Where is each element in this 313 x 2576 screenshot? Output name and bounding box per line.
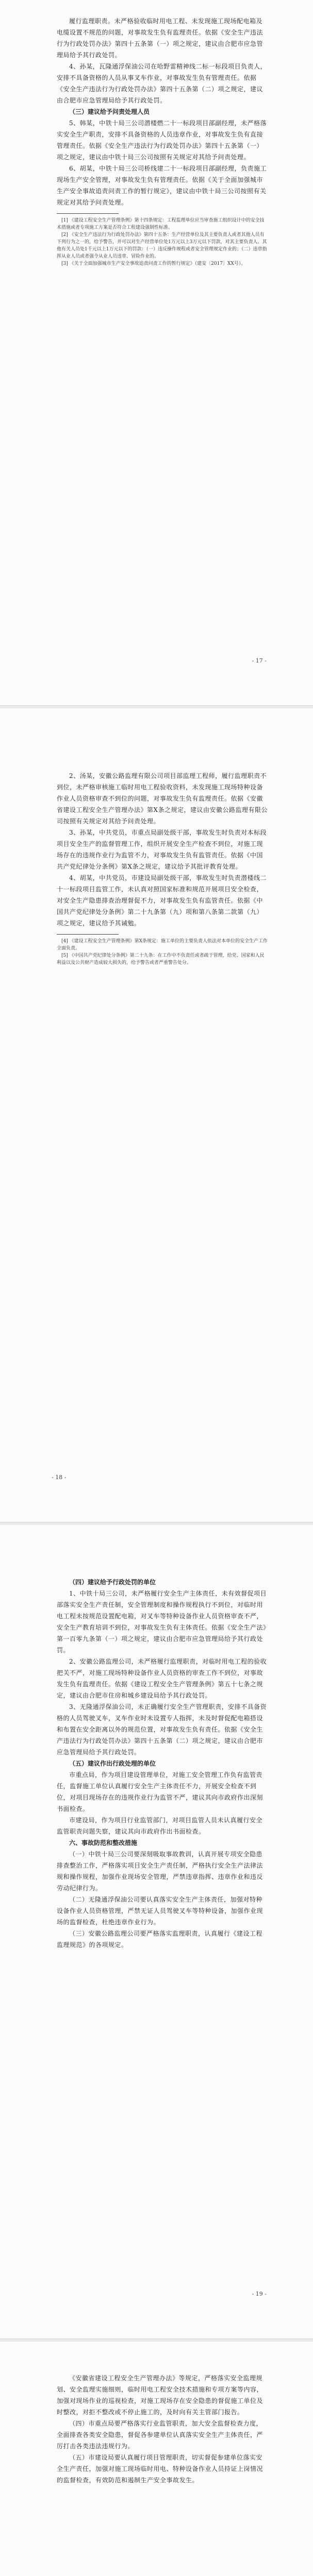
- page-number: - 17 -: [252, 657, 267, 664]
- paragraph: （一）中铁十局三公司要深刻吸取事故教训，认真开展专项安全隐患排查整治工作，严格落实项目安全生产责任制，严格执行安全生产法律法规和操作规程，加强作业现场安全管理，严禁违章指挥、违章作业和违反劳动纪律行为。: [57, 1851, 263, 1892]
- footnote-divider: [57, 213, 119, 214]
- page-number: - 18 -: [52, 1474, 67, 1481]
- document-page-17: [0, 0, 313, 706]
- page-body: [57, 2372, 268, 2486]
- paragraph: 1、中铁十局三公司，未严格履行安全生产主体责任，未有效督促项目部落实安全生产责任制，安全管理制度和操作规程执行不到位，对临时用电工程未按规范设置配电箱，对叉车等特种设备作业人员资格审查不严，安全生产教育培训不到位，对事故发生负有主体责任。依据《安全生产法》第一百零九条第（一）项之规定，建议由合肥市应急管理局给予其行政处罚。: [57, 1590, 267, 1654]
- paragraph: （三）安徽公路监理公司要严格落实监理职责，认真履行《建设工程监理规范》的各项规定。: [57, 1930, 263, 1948]
- paragraph: 《安徽省建设工程安全生产管理办法》等规定，严格落实安全监理规划、安全监理实施细则，临时用电工程安全技术措施和专项方案等内容，加强对现场作业的巡视检查，对施工现场存在安全隐患的督促施工单位及时整改，对拒不整改或不停止施工的，及时向有关主管部门报告。: [57, 2375, 263, 2416]
- paragraph: （四）市重点局要严格落实行业监管职责，加大安全监督检查力度，全面排查各类安全隐患，督促各参建单位认真落实安全生产主体责任，严厉打击各类违法违规行为。: [57, 2420, 263, 2450]
- section-heading: （三）建议给予问责处理人员: [69, 108, 150, 115]
- paragraph: 履行监理职责。未严格验收临时用电工程、未发现施工现场配电箱及电缆设置不规范的问题，对事故发生负有监理责任。依据《安全生产违法行为行政处罚办法》第四十五条第（一）项之规定，建议由合肥市应急管理局给予其行政处罚。: [57, 18, 263, 59]
- footnote: [4] 《建设工程安全生产管理条例》第X条规定：施工单位的主要负责人依法对本单位的安全生产工作全面负责。: [57, 939, 268, 951]
- page-body: [57, 15, 268, 267]
- section-heading: （五）建议作出行政处理的单位: [69, 1760, 156, 1767]
- document-page-19: [0, 1525, 313, 2339]
- paragraph: 2、汤某，安徽公路监理有限公司项目部监理工程师，履行监理职责不到位，未严格审核施工临时用电工程验收资料，未发现施工现场特种设备作业人员资格审查不到位的问题，对事故发生负有监理责任。依据《安徽省建设工程安全生产管理办法》第X条之规定，建议由安徽公路监理有限公司按照有关规定对其给予问责处理。: [57, 772, 268, 825]
- page-body: [57, 770, 268, 967]
- footnote: [2] 《安全生产违法行为行政处罚办法》第四十五条：生产经营单位及其主要负责人或者其他人员有下列行为之一的，给予警告，并可以对生产经营单位处1万元以上3万元以下罚款，对其主要负责人、其他有关人员处1千元以上1万元以下的罚款：（一）违反操作规程或者安全管理规定作业的；（二）违章指挥从业人员或者强令从业人员违章、冒险作业的。: [57, 232, 267, 259]
- footnote: [5] 《中国共产党纪律处分条例》第二十九条：在工作中不负责任或者疏于管理，给党、国家和人民利益以及公共财产造成较大损失的，给予警告或者严重警告处分。: [57, 953, 265, 965]
- footnote: [3] 《关于全面加强城市生产安全事故追责问责工作的暂行规定》（建安〔2017〕XX号）。: [61, 261, 246, 266]
- page-number: - 19 -: [252, 2291, 267, 2297]
- section-heading: 六、事故防范和整改措施: [69, 1839, 138, 1846]
- paragraph: 市建设局，作为项目行业监管部门，对项目监管人员未认真履行安全监管职责问题失察，建议其向市政府作出书面检查。: [57, 1817, 263, 1835]
- paragraph: （二）无隆通浮保油公司要认真落实安全生产主体责任，加强对特种设备作业人员资格管理，严禁无证人员驾驶叉车等特种设备，加强作业现场的监督检查，杜绝违章作业行为。: [57, 1896, 263, 1926]
- paragraph: 3、无隆通浮保油公司，未正确履行安全生产管理职责，安排不具备资格的人员驾驶叉车，叉车作业时未设置专人指挥，未及时督促配电箱搭设和布置在安全距离以外的规范位置，对事故发生负有责任。依据《安全生产违法行为行政处罚办法》第四十五条第（二）项之规定，建议由合肥市应急管理局给予其行政处罚。: [57, 1703, 267, 1756]
- footnote-divider: [57, 934, 119, 935]
- document-page-18: [0, 708, 313, 1522]
- paragraph: 市重点局，作为项目建设管理单位，对施工安全管理工作负有监管责任，监督施工单位认真履行安全生产主体责任不力，开展安全检查不到位，对项目现场存在的违规作业行为监管不严，建议其向市政府作出深刻书面检查。: [57, 1771, 263, 1812]
- document-page-20: [0, 2342, 313, 2576]
- page-body: [57, 1577, 268, 1951]
- paragraph: 4、孙某，瓦隆通浮保油公司在哈野雷精神线二标一标段项目负责人，安排不具备资格的人员从事叉车作业，对事故发生负有管理责任。依据《安全生产违法行为行政处罚办法》第四十五条第（二）项之规定，建议由合肥市应急管理局给予其行政处罚。: [57, 63, 267, 104]
- paragraph: 6、胡某，中铁十局三公司桥线建二十一标段项目部副经理，负责施工现场生产安全管理，对事故发生负有管理责任。依据《关于全面加强城市生产安全事故追责问责工作的暂行规定》，建议由中铁十局三公司按照有关规定对其给予问责处理。: [57, 165, 267, 206]
- section-heading: （四）建议给予行政处罚的单位: [69, 1579, 156, 1586]
- paragraph: 4、胡某，中共党员，市建设局副处级干部，事故发生时负责潜楼线二十一标段项目监管工作，未认真对照国家标准和规范开展项目安全检查，对安全生产隐患排查治理督促不力，对事故发生负有监管责任。依据《中国共产党纪律处分条例》第二十九条第（九）项和第八条第二款第（九）项之规定，建议给予其诫勉。: [57, 874, 267, 927]
- paragraph: 5、韩某，中铁十局三公司潜楼燃二十一标段项目部副经理，未严格落实安全生产职责，安排不具备资格的人员违章作业，对事故发生负有直接管理责任。依据《安全生产违法行为行政处罚办法》第四十五条第（一）项之规定，建议由中铁十局三公司按照有关规定对其给予问责处理。: [57, 120, 267, 161]
- footnote: [1] 《建设工程安全生产管理条例》第十四条规定：工程监理单位应当审查施工组织设计中的安全技术措施或者专项施工方案是否符合工程建设强制性标准。: [57, 218, 265, 230]
- paragraph: （五）市建设局要认真履行项目管理职责，切实督促参建单位落实安全生产责任，加强对施工现场临时用电、特种设备作业人员持证上岗情况的监督检查，有效防范和遏制生产安全事故发生。: [57, 2454, 263, 2484]
- paragraph: 3、孙某，中共党员，市重点局副处级干部，事故发生时负责对本标段项目安全生产的监督管理工作，组织开展安全生产检查不到位，对施工现场存在的违规作业行为监管不力，对事故发生负有监管责任。依据《中国共产党纪律处分条例》第X条之规定，建议给予其批评教育处理。: [57, 829, 267, 870]
- paragraph: 2、安徽公路监理公司，未严格履行监理职责，对临时用电工程的验收把关不严，对施工现场特种设备作业人员资格的审查工作不到位，对事故发生负有监理责任。依据《建设工程安全生产管理条例》第五十七条之规定，建议由合肥市住房和城乡建设局给予其行政处罚。: [57, 1658, 267, 1699]
